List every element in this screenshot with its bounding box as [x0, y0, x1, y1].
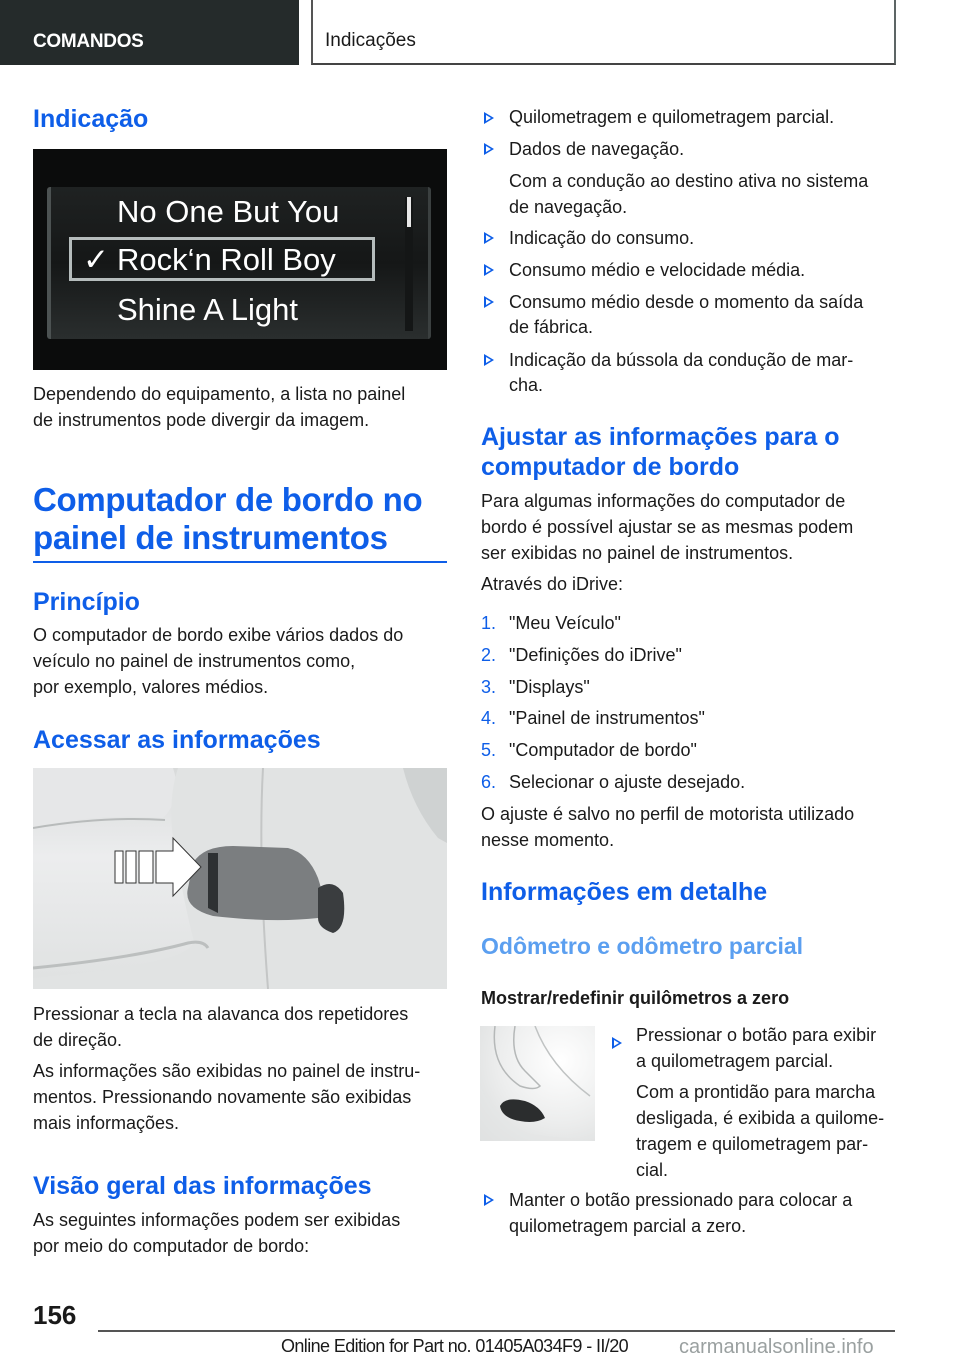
chapter-tab — [311, 0, 896, 65]
step-number: 2. — [481, 645, 497, 665]
paragraph-line: As seguintes informações podem ser exibidas — [33, 1210, 401, 1230]
list-item: de fábrica. — [509, 317, 594, 337]
triangle-bullet-icon — [484, 143, 494, 155]
step-number: 1. — [481, 613, 497, 633]
list-item: quilometragem parcial a zero. — [509, 1216, 747, 1236]
paragraph-line: As informações são exibidas no painel de instru- — [33, 1061, 421, 1081]
paragraph-line: O ajuste é salvo no perfil de motorista utilizado — [481, 804, 855, 824]
list-item-detail: Com a condução ao destino ativa no sistema — [509, 171, 869, 191]
heading-visao-geral: Visão geral das informações — [33, 1172, 372, 1200]
heading-principio: Princípio — [33, 588, 140, 616]
caption-line: Dependendo do equipamento, a lista no painel — [33, 384, 406, 404]
heading-underline — [33, 561, 447, 563]
heading-odometro: Odômetro e odômetro parcial — [481, 933, 804, 959]
page-number: 156 — [33, 1300, 77, 1330]
step-text: "Displays" — [509, 677, 590, 697]
list-item: Indicação do consumo. — [509, 228, 695, 248]
list-item: Quilometragem e quilometragem parcial. — [509, 107, 835, 127]
paragraph-line: veículo no painel de instrumentos como, — [33, 651, 356, 671]
paragraph-line: ser exibidas no painel de instrumentos. — [481, 543, 794, 563]
paragraph-line: mentos. Pressionando novamente são exibidas — [33, 1087, 412, 1107]
list-item-detail: de navegação. — [509, 197, 628, 217]
list-item-detail: desligada, é exibida a quilome- — [636, 1108, 885, 1128]
step-text: "Painel de instrumentos" — [509, 708, 705, 728]
step-text: "Definições do iDrive" — [509, 645, 682, 665]
heading-computador: painel de instrumentos — [33, 519, 388, 556]
section-title: COMANDOS — [33, 31, 144, 52]
edition-info: Online Edition for Part no. 01405A034F9 - II/20 — [281, 1336, 629, 1356]
list-item: Dados de navegação. — [509, 139, 685, 159]
list-item-detail: cial. — [636, 1160, 669, 1180]
button-illustration — [480, 1026, 595, 1141]
paragraph-line: O computador de bordo exibe vários dados do — [33, 625, 404, 645]
triangle-bullet-icon — [484, 1194, 494, 1206]
triangle-bullet-icon — [484, 112, 494, 124]
paragraph-line: bordo é possível ajustar se as mesmas podem — [481, 517, 854, 537]
list-item: Consumo médio desde o momento da saída — [509, 292, 864, 312]
turn-signal-lever-image — [33, 768, 447, 989]
triangle-bullet-icon — [484, 232, 494, 244]
paragraph-line: por meio do computador de bordo: — [33, 1236, 310, 1256]
triangle-bullet-icon — [484, 354, 494, 366]
heading-detalhe: Informações em detalhe — [481, 878, 768, 906]
step-number: 6. — [481, 772, 497, 792]
chapter-title: Indicações — [325, 30, 416, 51]
list-item: Manter o botão pressionado para colocar a — [509, 1190, 853, 1210]
step-text: Selecionar o ajuste desejado. — [509, 772, 746, 792]
list-item-selected: Rock‘n Roll Boy — [117, 242, 336, 277]
step-text: "Computador de bordo" — [509, 740, 697, 760]
instrument-display-image — [33, 149, 447, 370]
paragraph-line: mais informações. — [33, 1113, 180, 1133]
footer-rule — [98, 1330, 895, 1332]
paragraph-line: nesse momento. — [481, 830, 615, 850]
trip-reset-button-image — [480, 1026, 595, 1141]
step-text: "Meu Veículo" — [509, 613, 621, 633]
paragraph-line: por exemplo, valores médios. — [33, 677, 269, 697]
list-item: Pressionar o botão para exibir — [636, 1025, 877, 1045]
list-item: cha. — [509, 375, 544, 395]
paragraph-line: Através do iDrive: — [481, 574, 624, 594]
triangle-bullet-icon — [484, 296, 494, 308]
heading-acessar: Acessar as informações — [33, 726, 321, 754]
list-item: Shine A Light — [117, 292, 298, 327]
heading-mostrar-redefinir: Mostrar/redefinir quilômetros a zero — [481, 988, 790, 1008]
list-item: Consumo médio e velocidade média. — [509, 260, 806, 280]
lever-illustration — [33, 768, 447, 989]
heading-ajustar: Ajustar as informações para o — [481, 423, 840, 451]
step-number: 4. — [481, 708, 497, 728]
list-item: a quilometragem parcial. — [636, 1051, 834, 1071]
paragraph-line: de direção. — [33, 1030, 123, 1050]
watermark: carmanualsonline.info — [679, 1336, 874, 1358]
heading-indicacao: Indicação — [33, 105, 149, 133]
check-icon: ✓ — [83, 242, 109, 277]
caption-line: de instrumentos pode divergir da imagem. — [33, 410, 370, 430]
heading-computador: Computador de bordo no — [33, 481, 423, 518]
paragraph-line: Para algumas informações do computador de — [481, 491, 846, 511]
triangle-bullet-icon — [612, 1037, 622, 1049]
list-item: No One But You — [117, 194, 340, 229]
step-number: 5. — [481, 740, 497, 760]
step-number: 3. — [481, 677, 497, 697]
display-scroll-thumb — [407, 197, 411, 227]
list-item-detail: Com a prontidão para marcha — [636, 1082, 876, 1102]
triangle-bullet-icon — [484, 264, 494, 276]
heading-ajustar: computador de bordo — [481, 453, 740, 481]
list-item: Indicação da bússola da condução de mar- — [509, 350, 854, 370]
paragraph-line: Pressionar a tecla na alavanca dos repetidores — [33, 1004, 409, 1024]
section-tab — [0, 0, 299, 65]
list-item-detail: tragem e quilometragem par- — [636, 1134, 869, 1154]
